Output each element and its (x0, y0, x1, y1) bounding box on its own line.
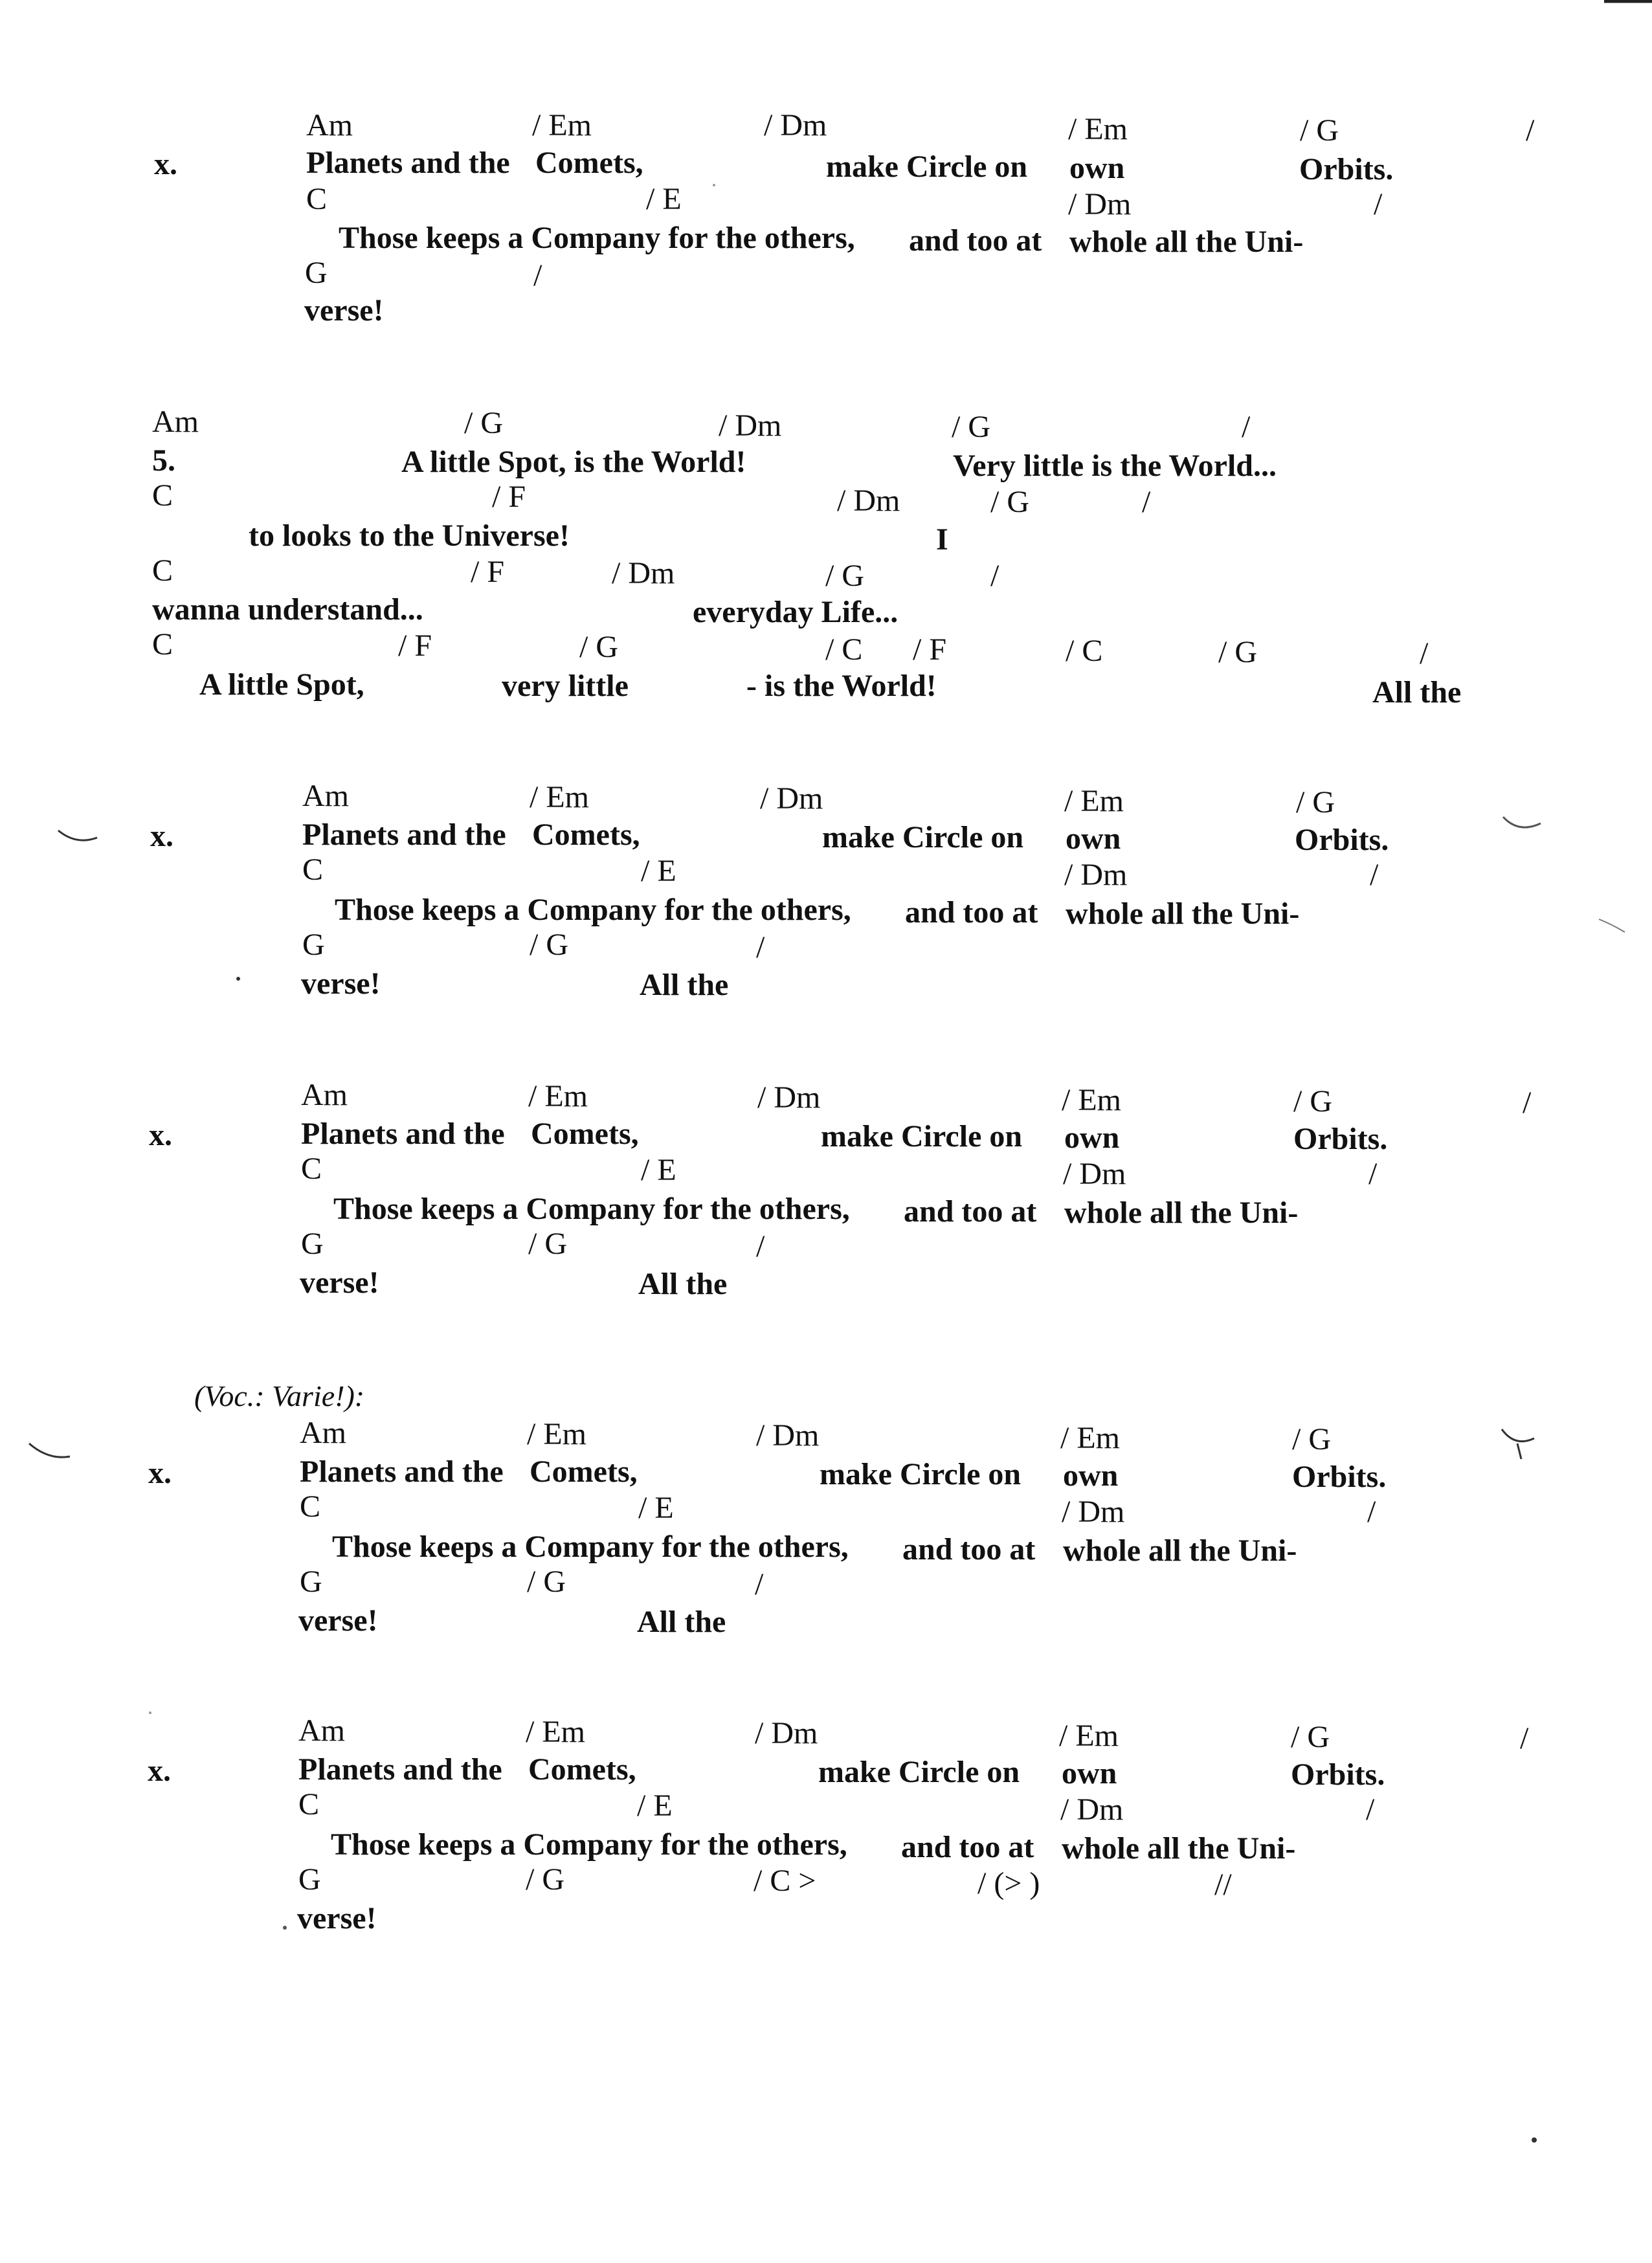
section-marker: x. (150, 819, 173, 853)
chord: / Em (1062, 1083, 1121, 1117)
chord: / C (1066, 634, 1103, 668)
lyric: verse! (297, 1901, 377, 1935)
chord: / Dm (1063, 1157, 1126, 1191)
chord: / G (464, 406, 503, 440)
chord: / (1242, 410, 1251, 444)
edge-mark (1599, 919, 1625, 932)
chord: / G (1293, 1084, 1332, 1119)
lyric: and too at (905, 895, 1038, 930)
lyric: to looks to the Universe! (249, 518, 570, 553)
lyric: A little Spot, (199, 667, 364, 702)
lyric: Planets and the (306, 146, 510, 180)
section-marker: x. (149, 1118, 172, 1152)
chord: Am (306, 108, 353, 142)
punch-hole-mark (58, 831, 97, 840)
chord: / G (990, 485, 1029, 519)
chord: / F (471, 555, 505, 589)
chord: / Dm (760, 781, 823, 816)
chord: / Dm (1062, 1495, 1125, 1529)
chord: / G (1296, 785, 1335, 819)
lyric: Orbits. (1295, 823, 1389, 857)
lyric: Comets, (531, 1117, 639, 1151)
lyric: verse! (300, 1265, 379, 1300)
chord: / Em (1064, 784, 1124, 818)
chord: / G (527, 1565, 566, 1599)
speck (283, 1926, 287, 1930)
chord: / (533, 258, 542, 293)
chord: G (300, 1565, 322, 1599)
chord: / (756, 930, 765, 964)
chord: / E (641, 1153, 676, 1187)
lyric: whole all the Uni- (1069, 225, 1304, 259)
lyric: Comets, (535, 146, 643, 180)
chord: C (306, 182, 328, 216)
lyric: I (936, 522, 948, 557)
chord: / G (526, 1862, 564, 1897)
chord: / E (638, 1491, 674, 1525)
lyric: A little Spot, is the World! (401, 445, 746, 479)
chord: / G (1218, 635, 1257, 669)
speck (1532, 2137, 1537, 2143)
chord: / (756, 1229, 765, 1264)
speck (713, 184, 715, 186)
chord: / E (637, 1789, 673, 1823)
lyric: own (1069, 151, 1125, 185)
lyric: own (1066, 821, 1121, 856)
lyric: Those keeps a Company for the others, (332, 1530, 849, 1564)
chord: / G (952, 410, 990, 444)
lyric: Comets, (532, 818, 640, 852)
chord: / Dm (1064, 858, 1128, 892)
chord: / Dm (612, 556, 675, 590)
chord: C (300, 1489, 321, 1524)
chord: / (1420, 636, 1429, 671)
section-marker: x. (154, 147, 177, 181)
chord: C (152, 553, 173, 588)
lyric: Orbits. (1293, 1122, 1388, 1156)
lyric: Orbits. (1291, 1757, 1385, 1792)
chord: / Em (527, 1417, 586, 1451)
chord: C (152, 627, 173, 662)
chord: / Dm (837, 484, 900, 518)
lyric: Those keeps a Company for the others, (331, 1827, 847, 1862)
chord: C (298, 1787, 320, 1822)
chord: / (990, 559, 999, 593)
chord: / Dm (1068, 187, 1132, 221)
lyric: verse! (298, 1603, 378, 1638)
lyric: Those keeps a Company for the others, (333, 1192, 850, 1226)
lyric: make Circle on (818, 1755, 1020, 1789)
chord: / G (528, 1227, 567, 1261)
chord: Am (302, 779, 349, 813)
lyric: - is the World! (746, 669, 937, 703)
chord: / (1526, 113, 1535, 148)
lyric: Planets and the (301, 1117, 505, 1151)
chord: / (> ) (977, 1866, 1040, 1901)
section-marker: x. (148, 1754, 171, 1788)
chord: / E (641, 854, 676, 888)
chord: / Em (532, 108, 592, 142)
lyric: whole all the Uni- (1063, 1533, 1297, 1568)
speck (236, 977, 240, 981)
lyric: All the (638, 1267, 728, 1301)
chord: / F (398, 629, 432, 663)
chord: / (1368, 1157, 1378, 1191)
chord: / Dm (719, 408, 782, 443)
chord: / Em (1060, 1421, 1120, 1455)
lyric: and too at (901, 1830, 1034, 1864)
chord: / (1520, 1721, 1529, 1756)
section-marker: x. (148, 1456, 172, 1490)
chord: C (302, 853, 324, 887)
chord: / (1523, 1086, 1532, 1120)
lyric: All the (1372, 675, 1462, 709)
lyric: own (1063, 1458, 1119, 1493)
chord: // (1214, 1867, 1232, 1902)
chord: G (305, 256, 328, 290)
chord: / G (825, 559, 864, 593)
speck (149, 1711, 151, 1714)
chord: C (301, 1152, 322, 1186)
section-marker: 5. (152, 443, 175, 478)
chord: / G (579, 630, 618, 664)
lyric: wanna understand... (152, 592, 423, 627)
lyric: and too at (904, 1194, 1037, 1229)
chord: / (1366, 1792, 1375, 1827)
lyric: make Circle on (820, 1457, 1021, 1491)
chord: C (152, 478, 173, 513)
lyric: Comets, (528, 1752, 636, 1787)
chord: / Em (528, 1079, 588, 1113)
lyric: All the (640, 968, 729, 1002)
lyric: Comets, (530, 1455, 638, 1489)
lyric: All the (637, 1605, 726, 1639)
chord: / F (492, 480, 526, 514)
chord: / G (530, 928, 568, 962)
chord: G (302, 928, 325, 962)
chord: / Dm (757, 1080, 821, 1115)
chord: Am (300, 1416, 346, 1450)
chord: / C (825, 632, 863, 667)
lyric: make Circle on (822, 820, 1024, 854)
lyric: own (1064, 1120, 1120, 1155)
chord: / (755, 1567, 764, 1601)
lyric: own (1062, 1756, 1117, 1790)
chord: Am (152, 405, 199, 439)
lyric: Planets and the (300, 1455, 504, 1489)
punch-hole-mark (29, 1444, 70, 1457)
chord: / Dm (1060, 1792, 1124, 1827)
chord: / (1367, 1495, 1376, 1529)
chord: / Em (1068, 112, 1128, 146)
lyric: very little (502, 669, 629, 703)
chord: / Dm (756, 1418, 820, 1453)
lyric: Planets and the (302, 818, 506, 852)
lyric: Those keeps a Company for the others, (339, 221, 855, 255)
chord: / (1370, 858, 1379, 892)
chord: / C > (753, 1864, 816, 1898)
lyric: Those keeps a Company for the others, (335, 893, 851, 927)
lyric: and too at (902, 1532, 1036, 1566)
lyric: Orbits. (1299, 152, 1394, 186)
lyric: and too at (909, 223, 1042, 258)
chord: / G (1291, 1720, 1330, 1754)
punch-hole-mark (1502, 1429, 1534, 1459)
lyric: Planets and the (298, 1752, 502, 1787)
chord: / Dm (755, 1716, 818, 1750)
punch-hole-mark (1503, 817, 1541, 827)
lyric: whole all the Uni- (1066, 897, 1300, 931)
chord: / F (913, 632, 947, 667)
chord: / Dm (764, 108, 827, 142)
chord: / Em (526, 1715, 585, 1749)
lyric: Orbits. (1292, 1460, 1387, 1494)
chord: / G (1292, 1422, 1331, 1456)
lyric: everyday Life... (693, 595, 899, 629)
vocal-note: (Voc.: Varie!): (194, 1379, 365, 1412)
chord: G (298, 1862, 321, 1897)
chord: / (1374, 187, 1383, 221)
chord: / E (646, 182, 682, 216)
chord: / (1142, 485, 1151, 519)
chord: G (301, 1227, 324, 1261)
lyric: make Circle on (826, 150, 1028, 184)
chord: Am (298, 1713, 345, 1748)
lyric: whole all the Uni- (1064, 1196, 1299, 1230)
chord: / G (1300, 113, 1339, 148)
lyric: verse! (301, 966, 381, 1001)
lyric: verse! (304, 293, 384, 328)
lyric: make Circle on (821, 1119, 1023, 1154)
chord: Am (301, 1078, 348, 1112)
lyric: Very little is the World... (953, 449, 1277, 483)
chord: / Em (530, 780, 589, 814)
chord: / Em (1059, 1719, 1119, 1753)
lyric: whole all the Uni- (1062, 1831, 1296, 1866)
